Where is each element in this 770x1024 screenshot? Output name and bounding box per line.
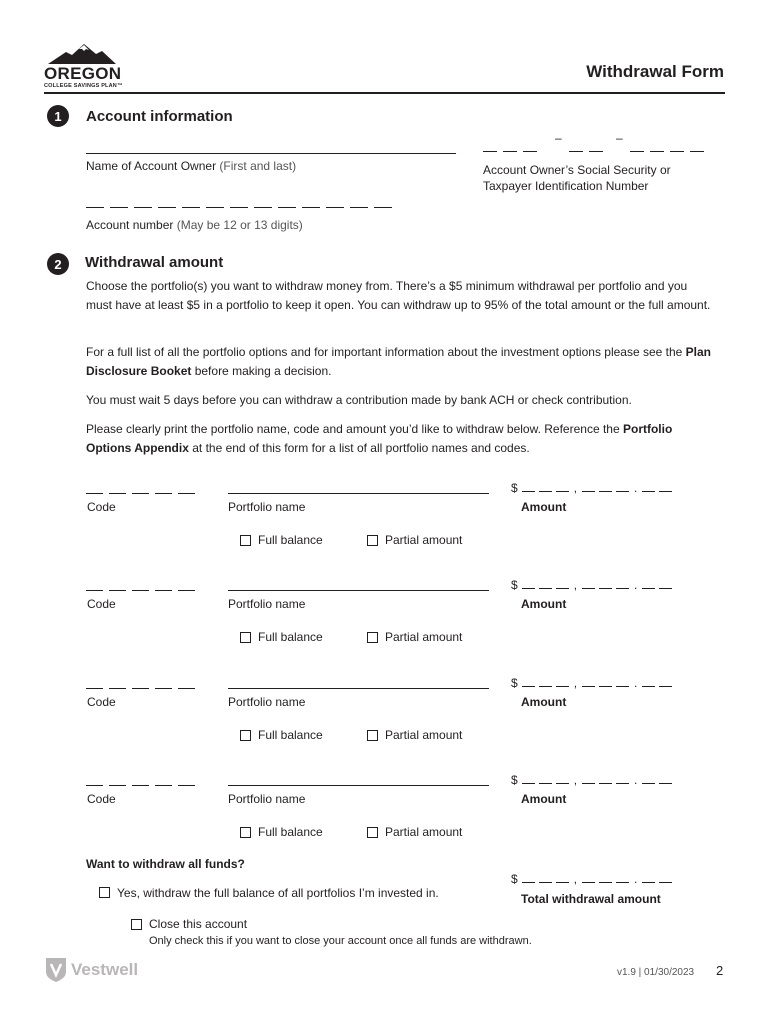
portfolio-name-label: Portfolio name <box>228 597 306 611</box>
partial-amount-label: Partial amount <box>385 728 463 742</box>
close-account-checkbox[interactable] <box>131 919 142 930</box>
amount-field[interactable]: $ , . <box>511 481 672 495</box>
ssn-label: Account Owner’s Social Security or Taxpayer Identification Number <box>483 163 671 193</box>
portfolio-name-label: Portfolio name <box>228 792 306 806</box>
full-balance-label: Full balance <box>258 825 323 839</box>
vestwell-logo <box>45 957 138 983</box>
ssn-field-part2 <box>569 151 603 152</box>
partial-amount-label: Partial amount <box>385 630 463 644</box>
instructions-paragraph-4: Please clearly print the portfolio name, code and amount you’d like to withdraw below. Reference the Portfolio Options Appendix at the end of this form for a list of all portfolio names and codes. <box>86 422 673 455</box>
close-account-note: Only check this if you want to close your account once all funds are withdrawn. <box>149 935 532 947</box>
code-field[interactable] <box>86 785 195 786</box>
partial-amount-checkbox[interactable] <box>367 827 378 838</box>
amount-label: Amount <box>521 500 567 514</box>
code-label: Code <box>87 695 116 709</box>
version-text: v1.9 | 01/30/2023 <box>617 967 695 978</box>
instructions-paragraph-3: You must wait 5 days before you can withdraw a contribution made by bank ACH or check contribution. <box>86 393 632 407</box>
full-balance-checkbox[interactable] <box>240 535 251 546</box>
owner-name-field[interactable] <box>86 153 456 154</box>
portfolio-name-field[interactable] <box>228 785 489 786</box>
form-title: Withdrawal Form <box>586 62 724 81</box>
partial-amount-label: Partial amount <box>385 533 463 547</box>
amount-label: Amount <box>521 695 567 709</box>
ssn-separator-1: – <box>555 131 562 145</box>
full-balance-checkbox[interactable] <box>240 730 251 741</box>
mountain-icon <box>46 42 118 66</box>
section-2-badge: 2 <box>47 253 69 275</box>
owner-name-label: Name of Account Owner (First and last) <box>86 159 297 173</box>
all-funds-question: Want to withdraw all funds? <box>86 857 245 871</box>
portfolio-name-field[interactable] <box>228 590 489 591</box>
code-label: Code <box>87 597 116 611</box>
full-balance-checkbox[interactable] <box>240 827 251 838</box>
amount-field[interactable]: $ , . <box>511 676 672 690</box>
section-1-badge: 1 <box>47 105 69 127</box>
close-account-label: Close this account <box>149 917 248 931</box>
portfolio-name-label: Portfolio name <box>228 500 306 514</box>
ssn-separator-2: – <box>616 131 623 145</box>
partial-amount-checkbox[interactable] <box>367 730 378 741</box>
account-number-label: Account number (May be 12 or 13 digits) <box>86 218 303 232</box>
total-withdrawal-amount-field[interactable]: $ , . <box>511 872 672 886</box>
amount-label: Amount <box>521 597 567 611</box>
amount-label: Amount <box>521 792 567 806</box>
instructions-paragraph-1: Choose the portfolio(s) you want to withdraw money from. There’s a $5 minimum withdrawal per portfolio and you must have at least $5 in a portfolio to keep it open. You can withdraw up to 95% of the total amount or the full amount. <box>86 279 711 312</box>
logo-subtitle: COLLEGE SAVINGS PLAN™ <box>44 83 123 89</box>
code-label: Code <box>87 500 116 514</box>
amount-field[interactable]: $ , . <box>511 578 672 592</box>
portfolio-name-field[interactable] <box>228 688 489 689</box>
partial-amount-checkbox[interactable] <box>367 535 378 546</box>
total-withdrawal-label: Total withdrawal amount <box>521 892 661 906</box>
all-funds-checkbox[interactable] <box>99 887 110 898</box>
code-field[interactable] <box>86 688 195 689</box>
instructions-paragraph-2: For a full list of all the portfolio options and for important information about the investment options please see the Plan Disclosure Booket before making a decision. <box>86 345 712 378</box>
header-divider <box>44 92 725 94</box>
ssn-field-part3 <box>630 151 704 152</box>
amount-field[interactable]: $ , . <box>511 773 672 787</box>
portfolio-name-label: Portfolio name <box>228 695 306 709</box>
code-field[interactable] <box>86 493 195 494</box>
full-balance-label: Full balance <box>258 533 323 547</box>
portfolio-name-field[interactable] <box>228 493 489 494</box>
vestwell-brand: Vestwell <box>71 960 139 979</box>
account-number-field[interactable] <box>86 207 392 208</box>
full-balance-label: Full balance <box>258 728 323 742</box>
full-balance-label: Full balance <box>258 630 323 644</box>
code-field[interactable] <box>86 590 195 591</box>
code-label: Code <box>87 792 116 806</box>
oregon-logo <box>44 42 124 92</box>
logo-name: OREGON <box>44 64 122 83</box>
ssn-field[interactable] <box>483 151 537 152</box>
vestwell-shield-icon <box>45 957 67 983</box>
all-funds-option-label: Yes, withdraw the full balance of all portfolios I’m invested in. <box>117 886 439 900</box>
section-2-title: Withdrawal amount <box>85 254 224 271</box>
partial-amount-checkbox[interactable] <box>367 632 378 643</box>
full-balance-checkbox[interactable] <box>240 632 251 643</box>
section-1-title: Account information <box>86 108 233 125</box>
page-number: 2 <box>716 963 724 978</box>
partial-amount-label: Partial amount <box>385 825 463 839</box>
